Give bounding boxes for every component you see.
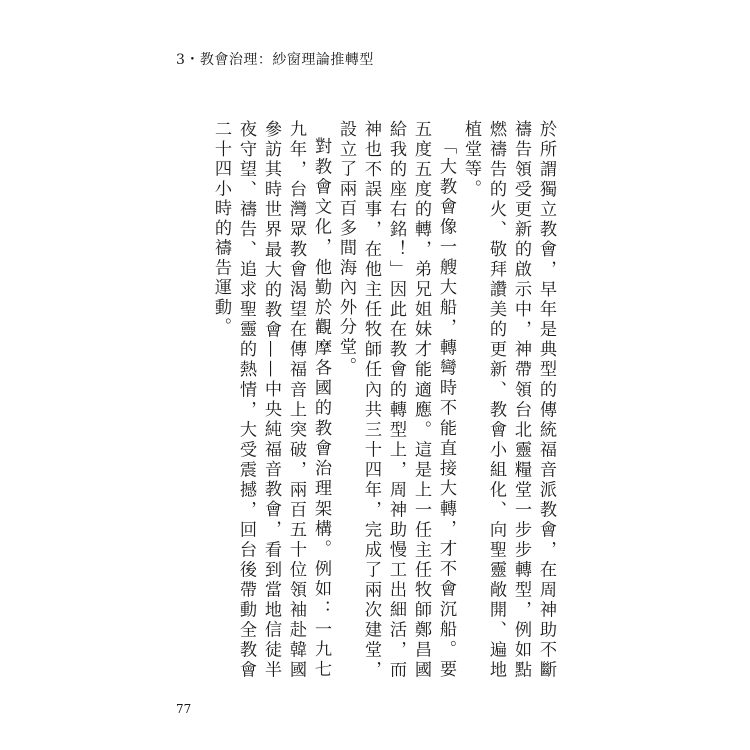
page-number: 77 [176, 702, 192, 716]
paragraph-2: 「大教會像一艘大船，轉彎時不能直接大轉，才不會沉船。要五度五度的轉，弟兄姐妹才能適應。這是上一任主任牧師鄭昌國給我的座右銘！」因此在教會的轉型上，周神助慢工出細活，而神也不誤事，在他主任牧師任內共三十四年，完成了兩次建堂，設立了兩百多間海內外分堂。 [336, 120, 456, 680]
body-text [206, 120, 558, 680]
running-head: 3・教會治理：紗窗理論推轉型 [176, 52, 374, 68]
paragraph-1: 於所謂獨立教會，早年是典型的傳統福音派教會，在周神助不斷禱告領受更新的啟示中，神帶領台北靈糧堂一步步轉型，例如點燃禱告的火、敬拜讚美的更新、教會小組化、向聖靈敞開、遍地植堂等。 [461, 120, 556, 680]
paragraph-3: 對教會文化，他勤於觀摩各國的教會治理架構。例如：一九七九年，台灣眾教會渴望在傳福音上突破，兩百五十位領袖赴韓國參訪其時世界最大的教會——中央純福音教會，看到當地信徒半夜守望、禱告、追求聖靈的熱情，大受震撼，回台後帶動全教會二十四小時的禱告運動。 [211, 120, 331, 680]
